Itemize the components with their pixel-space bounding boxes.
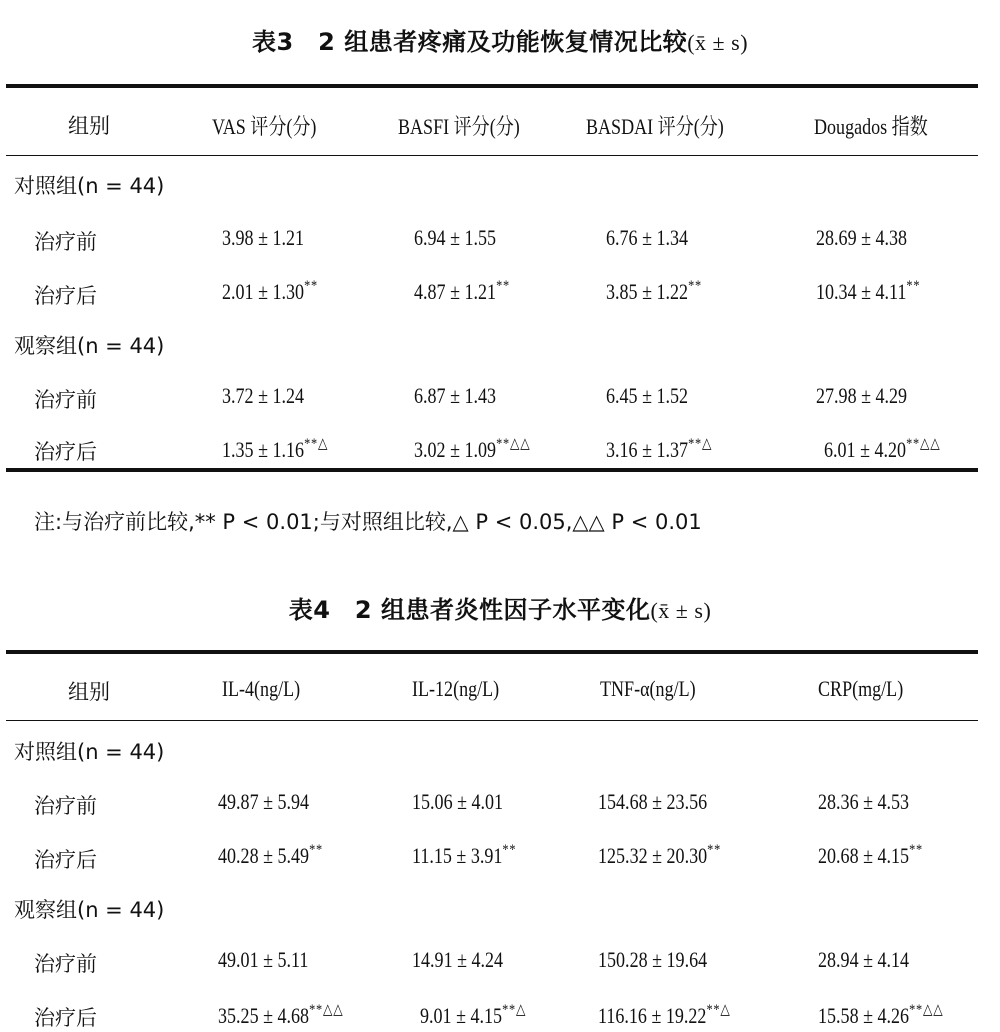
table3-cell [222, 382, 304, 409]
table3-cell [222, 434, 328, 463]
cell-value: 49.87 ± 5.94 [218, 789, 310, 814]
table4-cell [818, 1000, 944, 1029]
cell-value: 154.68 ± 23.56 [598, 789, 708, 814]
table3-cell [824, 434, 941, 463]
cell-mark: **△ [304, 436, 329, 452]
table3-cell [414, 434, 531, 463]
cell-mark: ** [909, 842, 924, 858]
table3-cell [606, 382, 688, 409]
cell-mark: **△ [706, 1002, 731, 1018]
table4-cell [218, 788, 309, 815]
table3-top-rule [6, 84, 978, 88]
cell-value: 9.01 ± 4.15 [420, 1003, 503, 1028]
table3-row-label: 治疗前 [34, 230, 97, 254]
cell-value: 40.28 ± 5.49 [218, 843, 310, 868]
table4-cell [818, 946, 909, 973]
cell-value: 6.94 ± 1.55 [414, 225, 497, 250]
cell-value: 15.58 ± 4.26 [818, 1003, 910, 1028]
table3-header-dougados: Dougados 指数 [814, 114, 928, 139]
cell-value: 3.16 ± 1.37 [606, 437, 689, 462]
cell-mark: **△ [502, 1002, 527, 1018]
table3-row-label: 治疗前 [34, 388, 97, 412]
table4-header-crp: CRP(mg/L) [818, 676, 904, 701]
table4-header-group: 组别 [68, 680, 110, 704]
table3-header-rule [6, 155, 978, 156]
cell-mark: ** [906, 278, 921, 294]
cell-value: 28.36 ± 4.53 [818, 789, 910, 814]
table4-header-tnf: TNF-α(ng/L) [600, 676, 696, 701]
cell-value: 1.35 ± 1.16 [222, 437, 305, 462]
table3-header-basfi: BASFI 评分(分) [398, 114, 520, 139]
cell-value: 11.15 ± 3.91 [412, 843, 503, 868]
table4-cell [218, 1000, 344, 1029]
cell-value: 10.34 ± 4.11 [816, 279, 907, 304]
table3-group-label: 观察组(n = 44) [14, 334, 165, 358]
cell-mark: **△ [688, 436, 713, 452]
cell-mark: ** [688, 278, 703, 294]
cell-mark: **△△ [309, 1002, 344, 1018]
table4-group-label: 对照组(n = 44) [14, 740, 165, 764]
table4-cell [218, 842, 323, 869]
table3-cell [606, 434, 712, 463]
table4-row-label: 治疗后 [34, 1006, 97, 1030]
cell-mark: **△△ [496, 436, 531, 452]
cell-value: 6.87 ± 1.43 [414, 383, 497, 408]
table4-cell [598, 788, 707, 815]
cell-value: 35.25 ± 4.68 [218, 1003, 310, 1028]
table4-header-il12: IL-12(ng/L) [412, 676, 500, 701]
table3-header-group: 组别 [68, 114, 110, 138]
table4-row-label: 治疗后 [34, 848, 97, 872]
cell-value: 49.01 ± 5.11 [218, 947, 309, 972]
cell-value: 3.98 ± 1.21 [222, 225, 305, 250]
table3-header-vas: VAS 评分(分) [212, 114, 317, 139]
cell-value: 125.32 ± 20.30 [598, 843, 708, 868]
table4-cell [818, 842, 923, 869]
cell-value: 6.01 ± 4.20 [824, 437, 907, 462]
cell-value: 14.91 ± 4.24 [412, 947, 504, 972]
cell-value: 15.06 ± 4.01 [412, 789, 504, 814]
table3-cell [222, 278, 318, 305]
table4-cell [598, 842, 721, 869]
cell-value: 3.85 ± 1.22 [606, 279, 689, 304]
cell-mark: ** [496, 278, 511, 294]
cell-value: 28.94 ± 4.14 [818, 947, 910, 972]
table4-group-label: 观察组(n = 44) [14, 898, 165, 922]
table4-cell [598, 1000, 731, 1029]
cell-mark: ** [502, 842, 517, 858]
cell-value: 150.28 ± 19.64 [598, 947, 708, 972]
cell-value: 116.16 ± 19.22 [598, 1003, 707, 1028]
table4-row-label: 治疗前 [34, 794, 97, 818]
table4-cell [412, 946, 503, 973]
table3-bottom-rule [6, 468, 978, 472]
table4-title [0, 590, 1000, 625]
table4-cell [412, 788, 503, 815]
table3-group-label: 对照组(n = 44) [14, 174, 165, 198]
cell-mark: **△△ [906, 436, 941, 452]
table3-cell [222, 224, 304, 251]
table3-cell [606, 278, 702, 305]
cell-mark: **△△ [909, 1002, 944, 1018]
cell-value: 3.02 ± 1.09 [414, 437, 497, 462]
table4-title-text: 表4 2 组患者炎性因子水平变化 [288, 596, 651, 624]
table4-header-rule [6, 720, 978, 721]
table3-cell [816, 382, 907, 409]
table3-row-label: 治疗后 [34, 284, 97, 308]
table3-cell [414, 382, 496, 409]
table4-cell [420, 1000, 526, 1029]
table4-top-rule [6, 650, 978, 654]
cell-mark: ** [707, 842, 722, 858]
table3-row-label: 治疗后 [34, 440, 97, 464]
cell-value: 28.69 ± 4.38 [816, 225, 908, 250]
table4-stat: (x̄ ± s) [650, 598, 712, 623]
cell-mark: ** [309, 842, 324, 858]
table4-cell [818, 788, 909, 815]
table3-footnote: 注:与治疗前比较,** P < 0.01;与对照组比较,△ P < 0.05,△△ P < 0.01 [34, 510, 702, 534]
table3-header-basdai: BASDAI 评分(分) [586, 114, 724, 139]
table3-cell [414, 224, 496, 251]
table3-cell [414, 278, 510, 305]
table3-cell [816, 224, 907, 251]
table3-title [0, 22, 1000, 57]
table4-cell [218, 946, 308, 973]
table3-title-text: 表3 2 组患者疼痛及功能恢复情况比较 [251, 28, 688, 56]
table4-row-label: 治疗前 [34, 952, 97, 976]
cell-value: 6.45 ± 1.52 [606, 383, 689, 408]
table3-cell [816, 278, 920, 305]
cell-value: 6.76 ± 1.34 [606, 225, 689, 250]
table3-cell [606, 224, 688, 251]
cell-value: 27.98 ± 4.29 [816, 383, 908, 408]
table4-cell [598, 946, 707, 973]
cell-value: 2.01 ± 1.30 [222, 279, 305, 304]
cell-mark: ** [304, 278, 319, 294]
table4-header-il4: IL-4(ng/L) [222, 676, 301, 701]
table4-cell [412, 842, 516, 869]
cell-value: 3.72 ± 1.24 [222, 383, 305, 408]
table3-stat: (x̄ ± s) [687, 30, 749, 55]
cell-value: 20.68 ± 4.15 [818, 843, 910, 868]
cell-value: 4.87 ± 1.21 [414, 279, 497, 304]
